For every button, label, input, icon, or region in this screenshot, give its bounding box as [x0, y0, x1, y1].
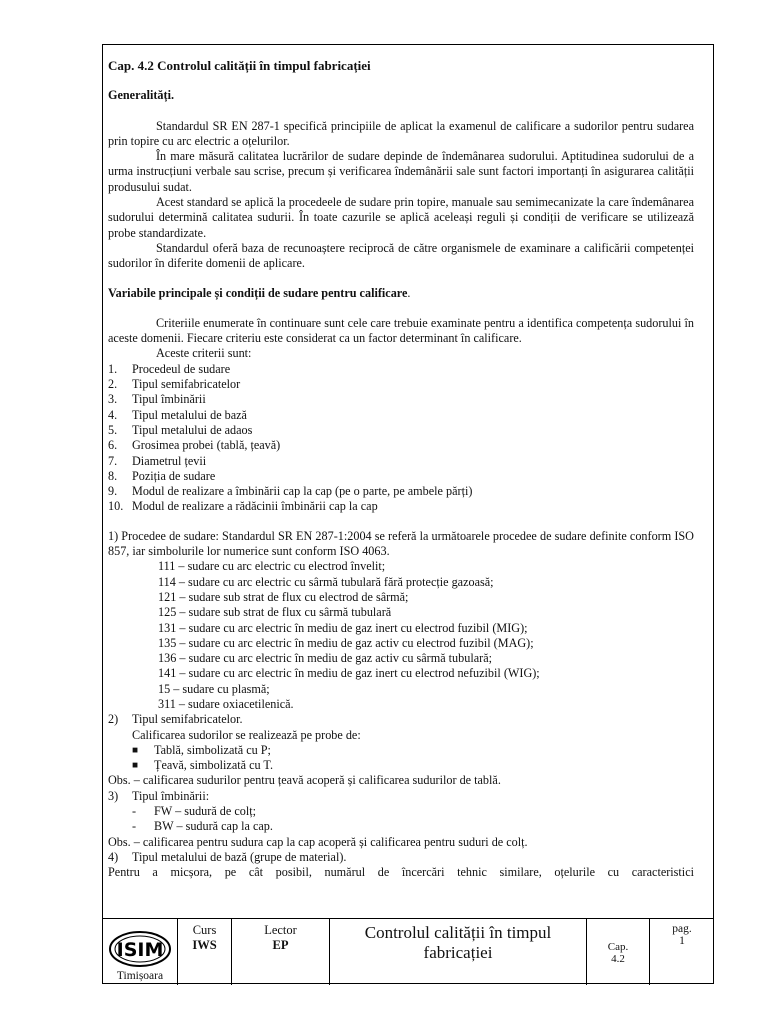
- footer-pag-cell: [650, 919, 714, 985]
- document-title: Cap. 4.2 Controlul calității în timpul fabricației: [108, 58, 371, 73]
- list-item: 5. Tipul metalului de adaos: [108, 422, 253, 437]
- list-item: 141 – sudare cu arc electric în mediu de gaz inert cu electrod nefuzibil (WIG);: [158, 666, 540, 681]
- item-4-heading: 4) Tipul metalului de bază (grupe de material).: [108, 849, 347, 864]
- paragraph-5: Criteriile enumerate în continuare sunt cele care trebuie examinate pentru a identifica competența sudorului în aceste domenii. Fiecare criteriu este considerat ca un factor determinant în calificare.: [108, 315, 694, 346]
- section-heading-variabile: Variabile principale și condiții de sudare pentru calificare.: [108, 285, 411, 300]
- logo-city: Timișoara: [116, 970, 164, 982]
- list-item: 125 – sudare sub strat de flux cu sârmă tubulară: [158, 605, 392, 620]
- lector-value: EP: [272, 938, 289, 952]
- process-intro: 1) Procedee de sudare: Standardul SR EN 287-1:2004 se referă la următoarele procedee de sudare definite conform ISO 857, iar simbolurile lor numerice sunt conform ISO 4063.: [108, 528, 694, 559]
- criteria-list: [108, 362, 694, 515]
- cap-value: 4.2: [611, 953, 625, 965]
- bullet-icon: ■: [132, 760, 139, 772]
- cap-label: Cap.: [607, 941, 629, 953]
- list-item: 1. Procedeul de sudare: [108, 361, 231, 376]
- list-item: 10. Modul de realizare a rădăcinii îmbinării cap la cap: [108, 499, 378, 514]
- last-line: Pentru a micșora, pe cât posibil, numărul de încercări tehnic similare, oțelurile cu caracteristici: [108, 865, 694, 880]
- svg-text:ISIM: ISIM: [116, 939, 164, 961]
- pag-value: 1: [679, 935, 685, 947]
- list-item: 6. Grosimea probei (tablă, țeavă): [108, 438, 281, 453]
- list-item: 7. Diametrul țevii: [108, 453, 207, 468]
- page-footer: [102, 918, 714, 984]
- observation-1: Obs. – calificarea sudurilor pentru țeavă acoperă și calificarea sudurilor de tablă.: [108, 773, 501, 788]
- document-body: [108, 58, 694, 881]
- item-3-heading: 3) Tipul îmbinării:: [108, 788, 210, 803]
- footer-logo-cell: [102, 919, 178, 985]
- list-item: 121 – sudare sub strat de flux cu electrod de sârmă;: [158, 589, 409, 604]
- curs-label: Curs: [192, 923, 217, 937]
- list-item: ■ Tablă, simbolizată cu P;: [132, 742, 271, 757]
- footer-lector-cell: [232, 919, 330, 985]
- list-item: 3. Tipul îmbinării: [108, 392, 206, 407]
- paragraph-1: Standardul SR EN 287-1 specifică principiile de aplicat la examenul de calificare a sudorilor pentru sudarea prin topire cu arc electric a oțelurilor.: [108, 118, 694, 148]
- list-item: 2. Tipul semifabricatelor: [108, 377, 241, 392]
- list-item: 4. Tipul metalului de bază: [108, 407, 247, 422]
- curs-value: IWS: [192, 938, 217, 952]
- footer-title: Controlul calității în timpul fabricației: [364, 923, 552, 962]
- paragraph-6: Aceste criterii sunt:: [156, 346, 252, 361]
- item-2-intro: Calificarea sudorilor se realizează pe probe de:: [132, 727, 361, 742]
- observation-2: Obs. – calificarea pentru sudura cap la cap acoperă și calificarea pentru suduri de colț.: [108, 834, 528, 849]
- isim-logo-icon: [106, 929, 174, 969]
- list-item: - FW – sudură de colț;: [132, 804, 256, 819]
- list-item: ■ Țeavă, simbolizată cu T.: [132, 758, 274, 773]
- section-heading-generalitati: Generalități.: [108, 88, 174, 103]
- dash-icon: -: [132, 819, 137, 834]
- paragraph-2: În mare măsură calitatea lucrărilor de sudare depinde de îndemânarea sudorului. Aptitudinea sudorului de a urma instrucțiuni verbale sau scrise, precum și verificarea îndemânării sale sunt factori importanți în asigurarea calității produsului sudat.: [108, 149, 694, 194]
- list-item: 131 – sudare cu arc electric în mediu de gaz inert cu electrod fuzibil (MIG);: [158, 620, 528, 635]
- footer-curs-cell: [178, 919, 232, 985]
- list-item: 111 – sudare cu arc electric cu electrod învelit;: [158, 559, 386, 574]
- paragraph-4: Standardul oferă baza de recunoaștere reciprocă de către organismele de examinare a calificării competenței sudorilor în diferite domenii de aplicare.: [108, 240, 694, 271]
- dash-icon: -: [132, 804, 137, 819]
- bullet-icon: ■: [132, 744, 139, 756]
- item-2-heading: 2) Tipul semifabricatelor.: [108, 712, 243, 727]
- list-item: 311 – sudare oxiacetilenică.: [158, 696, 294, 711]
- paragraph-3: Acest standard se aplică la procedeele de sudare prin topire, manuale sau semimecanizate la care îndemânarea sudorului determină calitatea sudurii. În toate cazurile se aplică aceleași reguli și condiții de verificare se utilizează probe standardizate.: [108, 195, 694, 240]
- list-item: 135 – sudare cu arc electric în mediu de gaz activ cu electrod fuzibil (MAG);: [158, 635, 534, 650]
- list-item: 9. Modul de realizare a îmbinării cap la cap (pe o parte, pe ambele părți): [108, 484, 473, 499]
- list-item: 136 – sudare cu arc electric în mediu de gaz activ cu sârmă tubulară;: [158, 651, 492, 666]
- lector-label: Lector: [264, 923, 297, 937]
- list-item: 15 – sudare cu plasmă;: [158, 681, 270, 696]
- pag-label: pag.: [672, 923, 692, 935]
- footer-cap-cell: [586, 919, 650, 985]
- process-list: [108, 559, 694, 712]
- list-item: 8. Poziția de sudare: [108, 468, 216, 483]
- list-item: - BW – sudură cap la cap.: [132, 819, 273, 834]
- list-item: 114 – sudare cu arc electric cu sârmă tubulară fără protecție gazoasă;: [158, 574, 494, 589]
